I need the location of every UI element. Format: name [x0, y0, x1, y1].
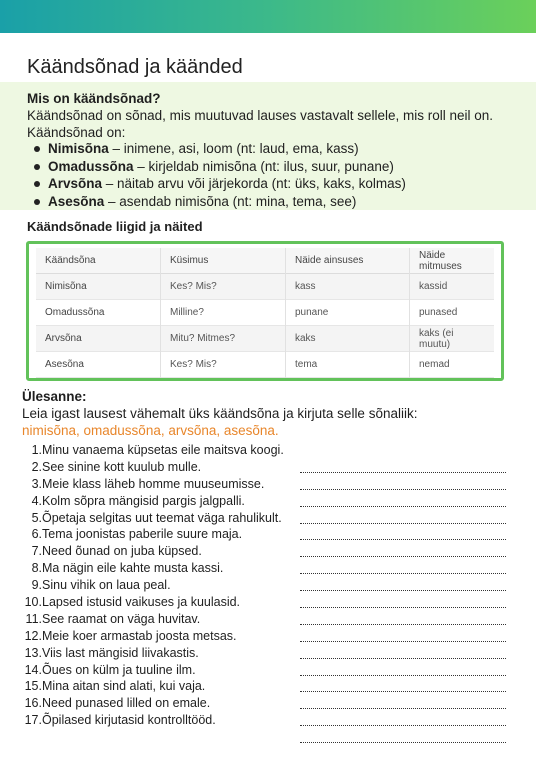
answer-line[interactable]	[300, 692, 506, 709]
list-item	[30, 193, 406, 211]
table-cell: Nimisõna	[36, 274, 161, 300]
sentence-item	[22, 442, 284, 459]
intro-heading: Mis on käändsõnad?	[27, 91, 161, 106]
answer-line[interactable]	[300, 726, 506, 743]
answer-line[interactable]	[300, 456, 506, 473]
column-header: Näide mitmuses	[419, 249, 462, 272]
sentence-text: Viis last mängisid liivakastis.	[42, 645, 199, 660]
table-cell: Kes? Mis?	[161, 274, 286, 300]
answer-line[interactable]	[300, 676, 506, 693]
sentence-text: See sinine kott kuulub mulle.	[42, 459, 202, 474]
sentence-item	[22, 712, 284, 729]
answer-line[interactable]	[300, 625, 506, 642]
task-instructions: Leia igast lausest vähemalt üks käändsõna ja kirjuta selle sõnaliik:	[22, 406, 418, 421]
intro-text: Käändsõnad on sõnad, mis muutuvad lauses vastavalt sellele, mis roll neil on. Käändsõnad on:	[27, 108, 494, 140]
table-cell: kaks	[286, 326, 410, 352]
answer-line[interactable]	[300, 659, 506, 676]
sentence-item	[22, 493, 284, 510]
sentence-item	[22, 594, 284, 611]
sentence-number: 8.	[31, 561, 42, 576]
term: Nimisõna	[48, 141, 109, 156]
sentence-item	[22, 543, 284, 560]
list-item	[30, 158, 406, 176]
sentence-item	[22, 577, 284, 594]
sentence-number: 6.	[31, 527, 42, 542]
definition-list	[30, 140, 406, 210]
column-header: Küsimus	[161, 248, 286, 274]
column-header: Käändsõna	[36, 248, 161, 274]
sentence-number: 3.	[31, 476, 42, 491]
sentence-item	[22, 628, 284, 645]
table-cell: Arvsõna	[36, 326, 161, 352]
term: Asesõna	[48, 193, 105, 209]
header-gradient-bar	[0, 0, 536, 33]
table-row	[36, 300, 494, 326]
table-cell: Kes? Mis?	[161, 352, 286, 378]
sentence-text: Õues on külm ja tuuline ilm.	[42, 662, 196, 677]
sentence-item	[22, 560, 284, 577]
sentence-list	[22, 442, 284, 729]
sentence-text: Need õunad on juba küpsed.	[42, 544, 202, 559]
answer-line[interactable]	[300, 642, 506, 659]
table-cell: kass	[286, 274, 410, 300]
sentence-number: 14.	[24, 662, 42, 677]
table-cell: kassid	[419, 281, 448, 292]
list-item	[30, 140, 406, 158]
term-desc: – asendab nimisõna (nt: mina, tema, see)	[104, 193, 357, 209]
sentence-number: 16.	[24, 696, 42, 711]
task-heading: Ülesanne:	[22, 389, 87, 404]
answer-line[interactable]	[300, 608, 506, 625]
term: Arvsõna	[48, 176, 103, 191]
sentence-number: 7.	[31, 544, 42, 559]
sentence-number: 13.	[24, 645, 42, 660]
list-item	[30, 175, 406, 193]
sentence-text: Õpilased kirjutasid kontrolltööd.	[42, 713, 216, 728]
answer-line[interactable]	[300, 574, 506, 591]
answer-line[interactable]	[300, 709, 506, 726]
sentence-text: Need punased lilled on emale.	[42, 696, 211, 711]
sentence-item	[22, 695, 284, 712]
sentence-text: See raamat on väga huvitav.	[42, 611, 201, 626]
term-desc: – inimene, asi, loom (nt: laud, ema, kass)	[108, 141, 359, 156]
sentence-number: 9.	[31, 578, 42, 593]
answer-line[interactable]	[300, 524, 506, 541]
table-cell: kaks (ei muutu)	[419, 327, 454, 350]
term: Omadussõna	[48, 158, 134, 174]
answer-lines	[300, 456, 506, 743]
answer-line[interactable]	[300, 540, 506, 557]
answer-line[interactable]	[300, 490, 506, 507]
sentence-text: Meie klass läheb homme muuseumisse.	[42, 476, 265, 491]
table-row	[36, 326, 494, 352]
sentence-item	[22, 678, 284, 695]
sentence-item	[22, 459, 284, 476]
table-row	[36, 274, 494, 300]
table-cell: Milline?	[161, 300, 286, 326]
sentence-number: 10.	[24, 595, 42, 610]
sentence-item	[22, 476, 284, 493]
table-row	[36, 352, 494, 378]
term-desc: – näitab arvu või järjekorda (nt: üks, kaks, kolmas)	[102, 176, 406, 191]
answer-line[interactable]	[300, 473, 506, 490]
table-cell: tema	[286, 352, 410, 378]
term-desc: – kirjeldab nimisõna (nt: ilus, suur, punane)	[133, 158, 394, 174]
word-class-table	[36, 248, 494, 378]
sentence-text: Tema joonistas paberile suure maja.	[42, 527, 243, 542]
table-cell: Mitu? Mitmes?	[161, 326, 286, 352]
table-frame	[26, 241, 504, 381]
sentence-item	[22, 526, 284, 543]
sentence-text: Lapsed istusid vaikuses ja kuulasid.	[42, 595, 241, 610]
answer-line[interactable]	[300, 591, 506, 608]
task-hint: nimisõna, omadussõna, arvsõna, asesõna.	[22, 423, 279, 438]
sentence-number: 15.	[24, 679, 42, 694]
sentence-number: 4.	[31, 493, 42, 508]
sentence-text: Kolm sõpra mängisid pargis jalgpalli.	[42, 493, 245, 508]
sentence-item	[22, 662, 284, 679]
table-heading: Käändsõnade liigid ja näited	[27, 219, 203, 234]
sentence-text: Meie koer armastab joosta metsas.	[42, 628, 237, 643]
column-header: Näide ainsuses	[286, 248, 410, 274]
answer-line[interactable]	[300, 557, 506, 574]
sentence-number: 11.	[25, 611, 42, 626]
sentence-text: Minu vanaema küpsetas eile maitsva koogi.	[42, 443, 284, 457]
table-header-row	[36, 248, 494, 274]
table-cell: Asesõna	[36, 352, 161, 378]
table-cell: punane	[286, 300, 410, 326]
page-title: Käändsõnad ja käänded	[27, 56, 243, 78]
sentence-text: Mina aitan sind alati, kui vaja.	[42, 679, 206, 694]
answer-line[interactable]	[300, 507, 506, 524]
sentence-number: 1.	[31, 443, 42, 457]
table-cell: Omadussõna	[36, 300, 161, 326]
table-cell: nemad	[419, 359, 450, 370]
sentence-item	[22, 645, 284, 662]
sentence-text: Õpetaja selgitas uut teemat väga rahulikult.	[42, 510, 282, 525]
sentence-text: Sinu vihik on laua peal.	[42, 578, 171, 593]
sentence-text: Ma nägin eile kahte musta kassi.	[42, 561, 224, 576]
sentence-item	[22, 510, 284, 527]
table-cell: punased	[419, 307, 458, 318]
sentence-number: 2.	[31, 459, 42, 474]
sentence-number: 12.	[24, 628, 42, 643]
sentence-item	[22, 611, 284, 628]
sentence-number: 5.	[31, 510, 42, 525]
sentence-number: 17.	[24, 713, 42, 728]
